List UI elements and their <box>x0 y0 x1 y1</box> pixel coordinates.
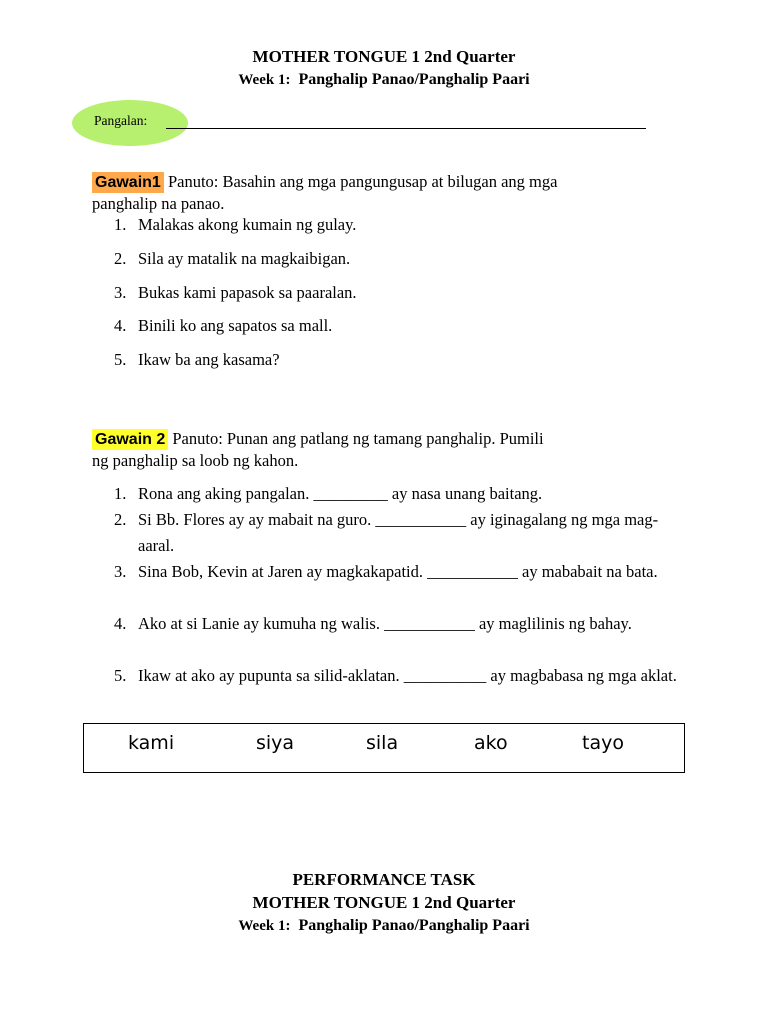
list-item <box>114 559 684 585</box>
page-subtitle <box>0 71 768 89</box>
gawain2-instruction-line1: Panuto: Punan ang patlang ng tamang panghalip. Pumili <box>172 429 544 448</box>
word-bank-item: siya <box>256 732 295 754</box>
item-number: 2. <box>114 249 127 268</box>
item-number: 1. <box>114 484 127 503</box>
gawain1-tag: Gawain1 <box>92 172 164 193</box>
list-item <box>114 212 684 238</box>
word-bank-item: tayo <box>582 732 624 754</box>
item-number: 5. <box>114 666 127 685</box>
item-text: Si Bb. Flores ay ay mabait na guro. ___________ ay iginagalang ng mga mag-aaral. <box>138 510 659 555</box>
name-label: Pangalan: <box>94 113 148 128</box>
topic-label: Panghalip Panao/Panghalip Paari <box>298 917 530 934</box>
performance-heading: PERFORMANCE TASK <box>292 870 476 889</box>
list-item <box>114 663 684 689</box>
item-number: 4. <box>114 316 127 335</box>
item-number: 3. <box>114 562 127 581</box>
item-number: 3. <box>114 283 127 302</box>
word-bank-item: kami <box>128 732 175 754</box>
gawain2-instruction <box>92 428 682 471</box>
item-number: 5. <box>114 350 127 369</box>
list-item <box>114 481 684 507</box>
page-title: MOTHER TONGUE 1 2nd Quarter <box>252 47 516 66</box>
item-text: Malakas akong kumain ng gulay. <box>138 215 357 234</box>
item-text: Bukas kami papasok sa paaralan. <box>138 283 357 302</box>
list-item <box>114 246 684 272</box>
gawain2-tag: Gawain 2 <box>92 429 168 450</box>
word-bank-box <box>83 723 685 773</box>
item-number: 1. <box>114 215 127 234</box>
gawain2-instruction-line2: ng panghalip sa loob ng kahon. <box>92 451 299 470</box>
week-label: Week 1: <box>238 72 291 88</box>
word-bank-item: ako <box>474 732 508 754</box>
list-item <box>114 507 684 559</box>
performance-title: MOTHER TONGUE 1 2nd Quarter <box>252 893 516 912</box>
item-text: Ako at si Lanie ay kumuha ng walis. ___________ ay maglilinis ng bahay. <box>138 614 632 633</box>
gawain1-instruction-line2: panghalip na panao. <box>92 194 225 213</box>
topic-label: Panghalip Panao/Panghalip Paari <box>298 71 530 88</box>
list-item <box>114 347 684 373</box>
item-text: Binili ko ang sapatos sa mall. <box>138 316 333 335</box>
name-blank-line[interactable] <box>166 128 646 129</box>
item-text: Rona ang aking pangalan. _________ ay nasa unang baitang. <box>138 484 543 503</box>
list-item <box>114 611 684 637</box>
item-number: 4. <box>114 614 127 633</box>
gawain1-instruction-line1: Panuto: Basahin ang mga pangungusap at bilugan ang mga <box>167 172 558 191</box>
list-item <box>114 313 684 339</box>
week-label: Week 1: <box>238 918 291 934</box>
item-text: Sila ay matalik na magkaibigan. <box>138 249 351 268</box>
item-text: Sina Bob, Kevin at Jaren ay magkakapatid. ___________ ay mababait na bata. <box>138 562 658 581</box>
gawain1-instruction <box>92 171 682 214</box>
word-bank-item: sila <box>366 732 399 754</box>
item-number: 2. <box>114 510 127 529</box>
list-item <box>114 280 684 306</box>
item-text: Ikaw at ako ay pupunta sa silid-aklatan. __________ ay magbabasa ng mga aklat. <box>138 666 677 685</box>
item-text: Ikaw ba ang kasama? <box>138 350 280 369</box>
performance-subtitle <box>0 917 768 935</box>
